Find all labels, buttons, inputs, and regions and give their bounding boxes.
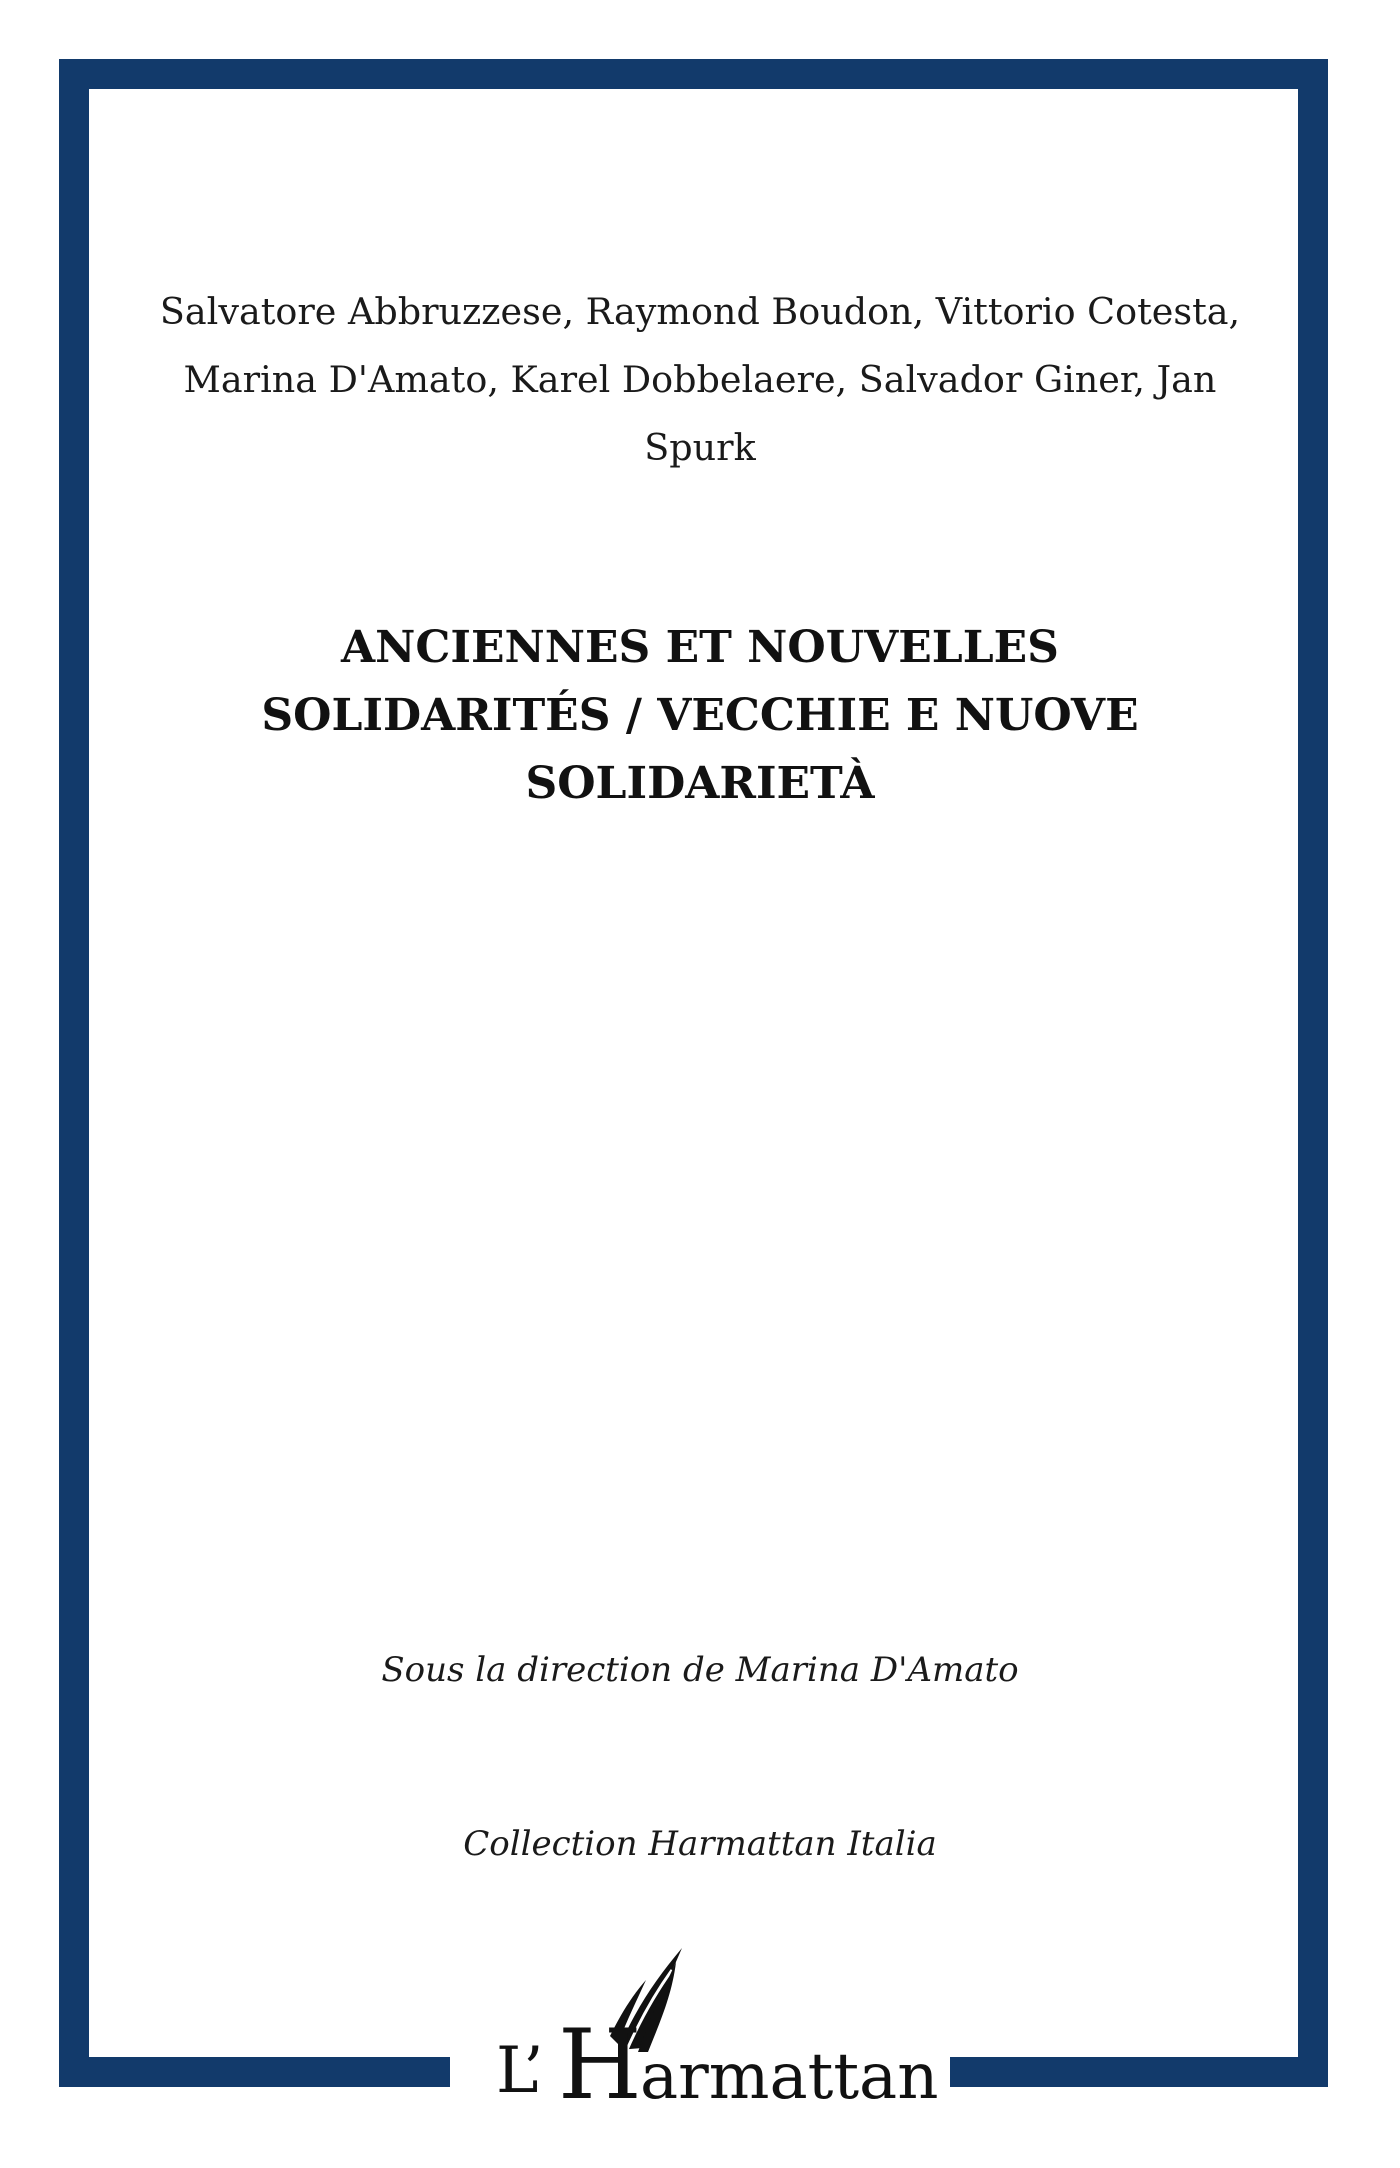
svg-text:armattan: armattan [640, 2040, 939, 2110]
authors-line-3: Spurk [644, 426, 756, 469]
authors-line-2: Marina D'Amato, Karel Dobbelaere, Salvador Giner, Jan [183, 358, 1217, 401]
title-line-1: ANCIENNES ET NOUVELLES [341, 622, 1059, 673]
svg-text:L’: L’ [496, 2034, 544, 2108]
editor-credit: Sous la direction de Marina D'Amato [381, 1650, 1019, 1690]
collection-name: Collection Harmattan Italia [463, 1824, 937, 1864]
harmattan-logo-icon [450, 1940, 950, 2110]
authors-line-1: Salvatore Abbruzzese, Raymond Boudon, Vittorio Cotesta, [159, 290, 1241, 333]
publisher-logo [450, 1940, 950, 2110]
title-line-2: SOLIDARITÉS / VECCHIE E NUOVE [261, 690, 1139, 741]
book-title [150, 614, 1250, 818]
svg-text:H: H [558, 2009, 642, 2110]
title-line-3: SOLIDARIETÀ [525, 758, 875, 809]
authors [150, 278, 1250, 482]
